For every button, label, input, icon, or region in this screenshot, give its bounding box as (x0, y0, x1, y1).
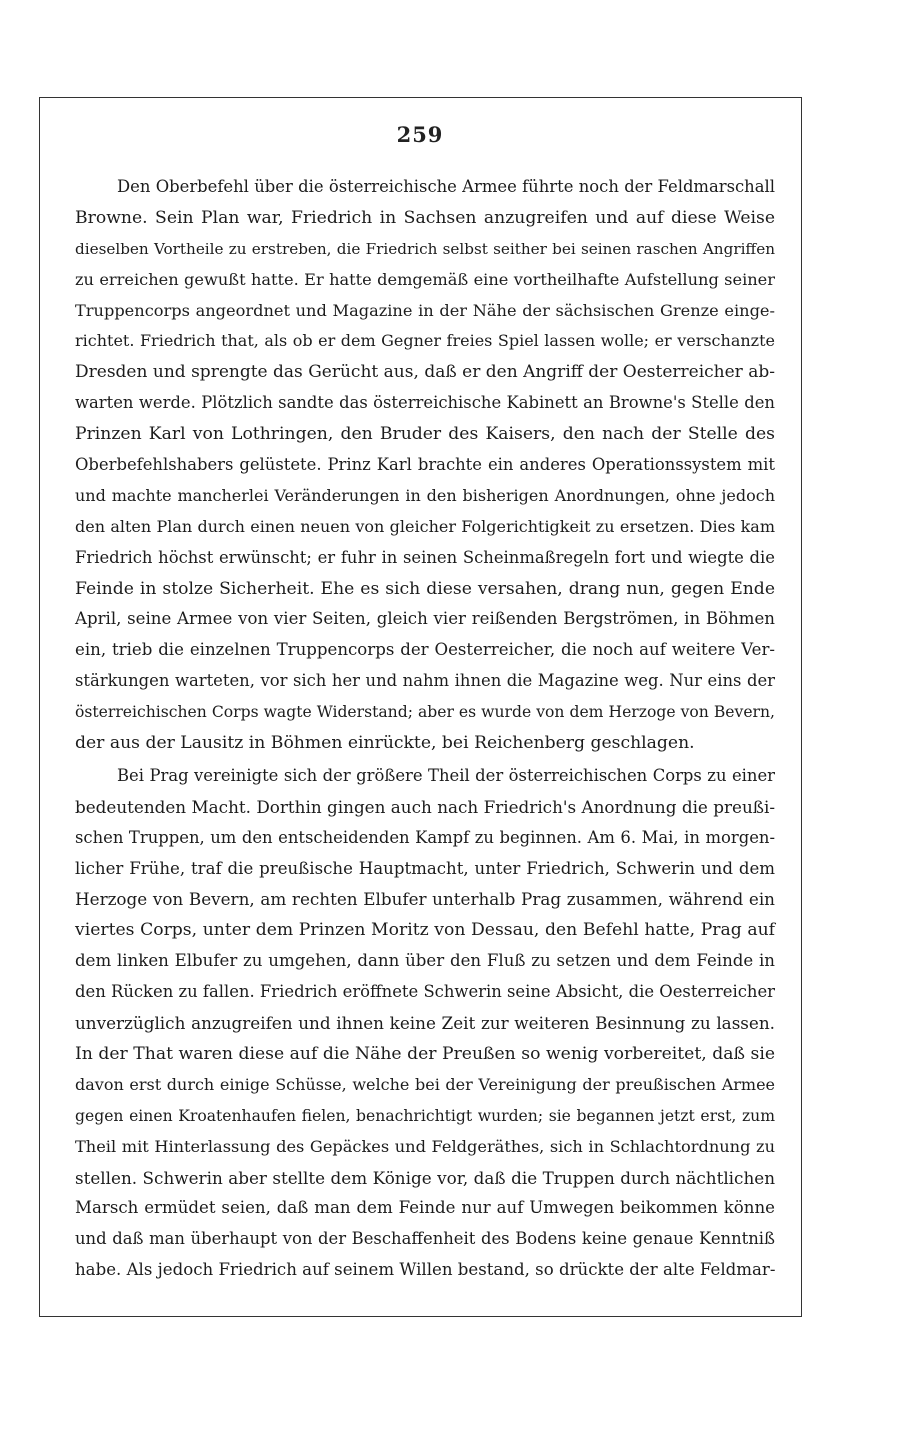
text-line: Feinde in stolze Sicherheit. Ehe es sich diese versahen, drang nun, gegen Ende (75, 578, 775, 599)
text-line: licher Frühe, traf die preußische Hauptmacht, unter Friedrich, Schwerin und dem (75, 858, 775, 878)
text-line: Oberbefehlshabers gelüstete. Prinz Karl brachte ein anderes Operationssystem mit (75, 455, 775, 475)
text-line: den Rücken zu fallen. Friedrich eröffnete Schwerin seine Absicht, die Oesterreicher (75, 982, 775, 1002)
text-line: unverzüglich anzugreifen und ihnen keine Zeit zur weiteren Besinnung zu lassen. (75, 1013, 775, 1034)
text-line: Marsch ermüdet seien, daß man dem Feinde nur auf Umwegen beikommen könne (75, 1198, 775, 1218)
text-line: schen Truppen, um den entscheidenden Kampf zu beginnen. Am 6. Mai, in morgen- (75, 827, 775, 847)
page-number: 259 (396, 122, 444, 147)
text-line: dem linken Elbufer zu umgehen, dann über den Fluß zu setzen und dem Feinde in (75, 951, 775, 971)
text-line: habe. Als jedoch Friedrich auf seinem Willen bestand, so drückte der alte Feldmar- (75, 1260, 776, 1280)
text-line: Prinzen Karl von Lothringen, den Bruder des Kaisers, den nach der Stelle des (75, 424, 775, 445)
text-line: dieselben Vortheile zu erstreben, die Friedrich selbst seither bei seinen raschen Angriffen (75, 239, 775, 258)
text-line: Browne. Sein Plan war, Friedrich in Sachsen anzugreifen und auf diese Weise (75, 207, 775, 228)
text-line: gegen einen Kroatenhaufen fielen, benachrichtigt wurden; sie begannen jetzt erst, zum (75, 1106, 775, 1125)
text-line: richtet. Friedrich that, als ob er dem Gegner freies Spiel lassen wolle; er verschanzte (75, 331, 775, 351)
text-line: viertes Corps, unter dem Prinzen Moritz von Dessau, den Befehl hatte, Prag auf (75, 920, 775, 941)
text-line: Truppencorps angeordnet und Magazine in der Nähe der sächsischen Grenze einge- (75, 300, 775, 320)
text-line: warten werde. Plötzlich sandte das österreichische Kabinett an Browne's Stelle den (75, 393, 775, 413)
text-line: Friedrich höchst erwünscht; er fuhr in seinen Scheinmaßregeln fort und wiegte die (75, 547, 775, 567)
paragraph-1 (75, 172, 775, 759)
text-line: bedeutenden Macht. Dorthin gingen auch nach Friedrich's Anordnung die preußi- (75, 796, 775, 817)
text-line: der aus der Lausitz in Böhmen einrückte, bei Reichenberg geschlagen. (75, 733, 695, 754)
text-line: zu erreichen gewußt hatte. Er hatte demgemäß eine vortheilhafte Aufstellung seiner (75, 269, 775, 289)
text-line: Herzoge von Bevern, am rechten Elbufer unterhalb Prag zusammen, während ein (75, 889, 775, 910)
text-line: stärkungen warteten, vor sich her und nahm ihnen die Magazine weg. Nur eins der (75, 671, 775, 691)
text-line: stellen. Schwerin aber stellte dem Könige vor, daß die Truppen durch nächtlichen (75, 1167, 775, 1188)
text-line: österreichischen Corps wagte Widerstand; aber es wurde von dem Herzoge von Bevern, (75, 703, 775, 722)
text-line: davon erst durch einige Schüsse, welche bei der Vereinigung der preußischen Armee (75, 1074, 775, 1094)
text-line: den alten Plan durch einen neuen von gleicher Folgerichtigkeit zu ersetzen. Dies kam (75, 516, 775, 536)
text-line: Den Oberbefehl über die österreichische Armee führte noch der Feldmarschall (117, 177, 775, 196)
text-line: ein, trieb die einzelnen Truppencorps der Oesterreicher, die noch auf weitere Ver- (75, 640, 775, 660)
body-text (75, 172, 775, 1286)
text-line: Theil mit Hinterlassung des Gepäckes und Feldgeräthes, sich in Schlachtordnung zu (75, 1136, 775, 1156)
paragraph-2 (75, 761, 775, 1286)
text-line: April, seine Armee von vier Seiten, gleich vier reißenden Bergströmen, in Böhmen (75, 609, 775, 629)
text-line: In der That waren diese auf die Nähe der Preußen so wenig vorbereitet, daß sie (75, 1043, 775, 1064)
text-line: und machte mancherlei Veränderungen in den bisherigen Anordnungen, ohne jedoch (75, 485, 775, 505)
text-line: Bei Prag vereinigte sich der größere Theil der österreichischen Corps zu einer (117, 765, 775, 785)
text-line: und daß man überhaupt von der Beschaffenheit des Bodens keine genaue Kenntniß (75, 1229, 775, 1249)
text-line: Dresden und sprengte das Gerücht aus, daß er den Angriff der Oesterreicher ab- (75, 362, 775, 383)
